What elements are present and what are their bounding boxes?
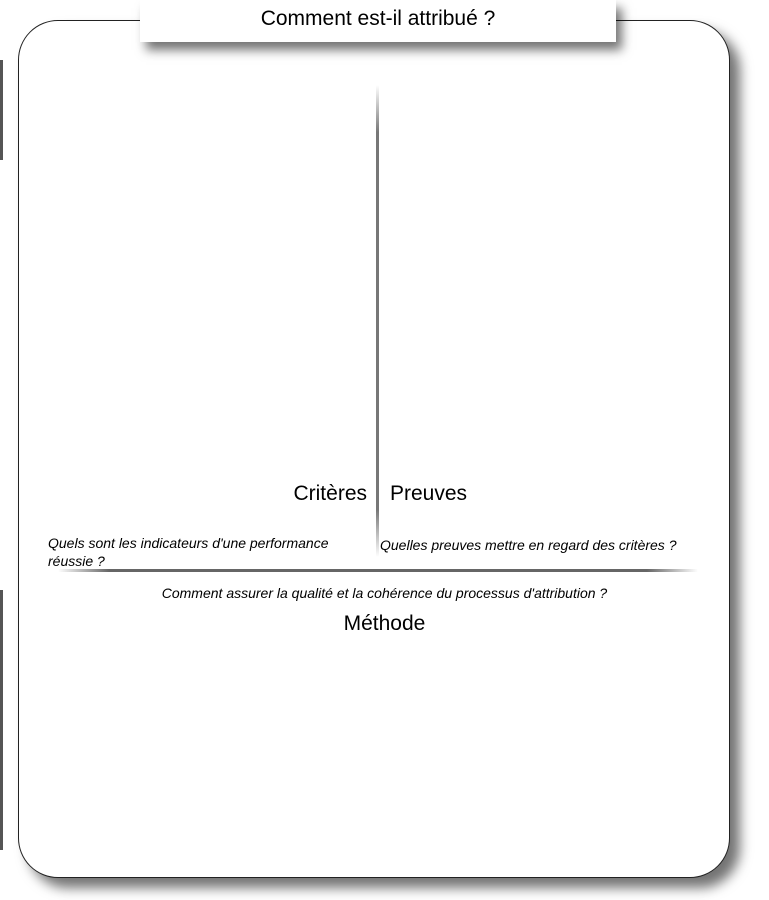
preuves-question: Quelles preuves mettre en regard des critères ?: [380, 537, 677, 553]
diagram-card: [18, 20, 730, 878]
methode-heading: Méthode: [343, 612, 426, 635]
criteres-question: Quels sont les indicateurs d'une performance réussie ?: [48, 535, 329, 569]
preuves-heading: Preuves: [390, 482, 468, 505]
title-box: [140, 0, 616, 42]
methode-question: Comment assurer la qualité et la cohérence du processus d'attribution ?: [161, 585, 608, 601]
page-title: Comment est-il attribué ?: [260, 7, 496, 30]
left-edge-mark-top: [0, 60, 3, 160]
criteres-heading: Critères: [293, 482, 367, 505]
vertical-divider: [376, 85, 379, 557]
